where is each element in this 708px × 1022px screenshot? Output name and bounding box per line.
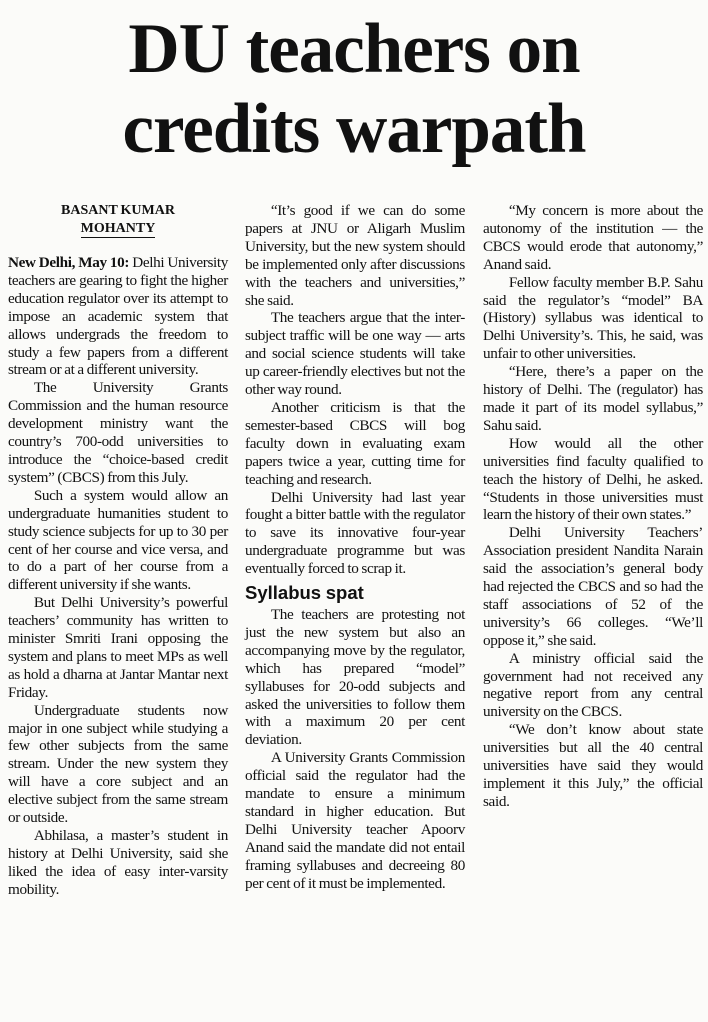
dateline: New Delhi, May 10: xyxy=(8,254,130,271)
column-1 xyxy=(8,202,228,899)
headline xyxy=(0,0,708,169)
article-paragraph: A University Grants Commission official said the regulator had the mandate to ensure a minimum standard in higher education. But Delhi University teacher Apoorv Anand said the mandate did not entail framing syllabuses and decreeing 80 per cent of it must be implemented. xyxy=(245,749,465,892)
headline-line-2: credits warpath xyxy=(122,90,586,168)
headline-line-1: DU teachers on xyxy=(128,10,580,88)
article-paragraph: Such a system would allow an undergraduate humanities student to study science subjects for up to 30 per cent of her course and vice versa, and to do a part of her course from a different university if she wants. xyxy=(8,486,228,594)
byline xyxy=(8,202,228,238)
article-paragraph: Delhi University had last year fought a bitter battle with the regulator to save its innovative four-year undergraduate programme but was eventually forced to scrap it. xyxy=(245,488,465,578)
article-paragraph: How would all the other universities find faculty qualified to teach the history of Delhi, he asked. “Students in those universities must learn the history of their own states.” xyxy=(483,434,703,524)
byline-line-1: BASANT KUMAR xyxy=(61,203,175,218)
article-paragraph: Abhilasa, a master’s student in history at Delhi University, said she liked the idea of easy inter-varsity mobility. xyxy=(8,827,228,898)
article-paragraph: A ministry official said the government had not received any negative report from any central university on the CBCS. xyxy=(483,649,703,721)
lead-text: Delhi University teachers are gearing to fight the higher education regulator over its attempt to impose an academic system that allows undergrads the freedom to study a few papers from a different stream or at a different university. xyxy=(8,254,228,379)
article-paragraph: Another criticism is that the semester-based CBCS will bog faculty down in evaluating exam papers twice a year, cutting time for teaching and research. xyxy=(245,398,465,488)
article-paragraph: “Here, there’s a paper on the history of Delhi. The (regulator) has made it part of its model syllabus,” Sahu said. xyxy=(483,363,703,434)
article-paragraph: Fellow faculty member B.P. Sahu said the regulator’s “model” BA (History) syllabus was identical to Delhi University’s. This, he said, was unfair to other universities. xyxy=(483,273,703,363)
column-2 xyxy=(245,202,465,893)
article-paragraph: But Delhi University’s powerful teachers’ community has written to minister Smriti Irani opposing the system and plans to meet MPs as well as hold a dharna at Jantar Mantar next Friday. xyxy=(8,594,228,701)
article-paragraph: Delhi University Teachers’ Association president Nandita Narain said the association’s general body had rejected the CBCS and so had the staff associations of 52 of the university’s 66 colleges. “We’ll oppose it,” she said. xyxy=(483,524,703,649)
byline-line-2: MOHANTY xyxy=(80,221,156,236)
article-paragraph: The University Grants Commission and the human resource development ministry want the country’s 700-odd universities to introduce the “choice-based credit system” (CBCS) from this July. xyxy=(8,379,228,486)
article-paragraph: “We don’t know about state universities but all the 40 central universities have said they would implement it this July,” the official said. xyxy=(483,721,703,810)
article-paragraph: Undergraduate students now major in one subject while studying a few other subjects from the same stream. Under the new system they will have a core subject and an elective subject from the same stream or outside. xyxy=(8,701,228,827)
article-paragraph: The teachers argue that the inter-subject traffic will be one way — arts and social science students will take up career-friendly electives but not the other way round. xyxy=(245,309,465,399)
article-paragraph: The teachers are protesting not just the new system but also an accompanying move by the regulator, which has prepared “model” syllabuses for 20-odd subjects and asked the universities to follow them with a maximum 20 per cent deviation. xyxy=(245,606,465,749)
article-paragraph-lead xyxy=(8,254,228,379)
subheading: Syllabus spat xyxy=(245,582,364,604)
column-3 xyxy=(483,202,703,811)
article-paragraph: “It’s good if we can do some papers at JNU or Aligarh Muslim University, but the new system should be implemented only after discussions with the teachers and universities,” she said. xyxy=(245,202,465,309)
article-paragraph: “My concern is more about the autonomy of the institution — the CBCS would erode that autonomy,” Anand said. xyxy=(483,202,703,273)
